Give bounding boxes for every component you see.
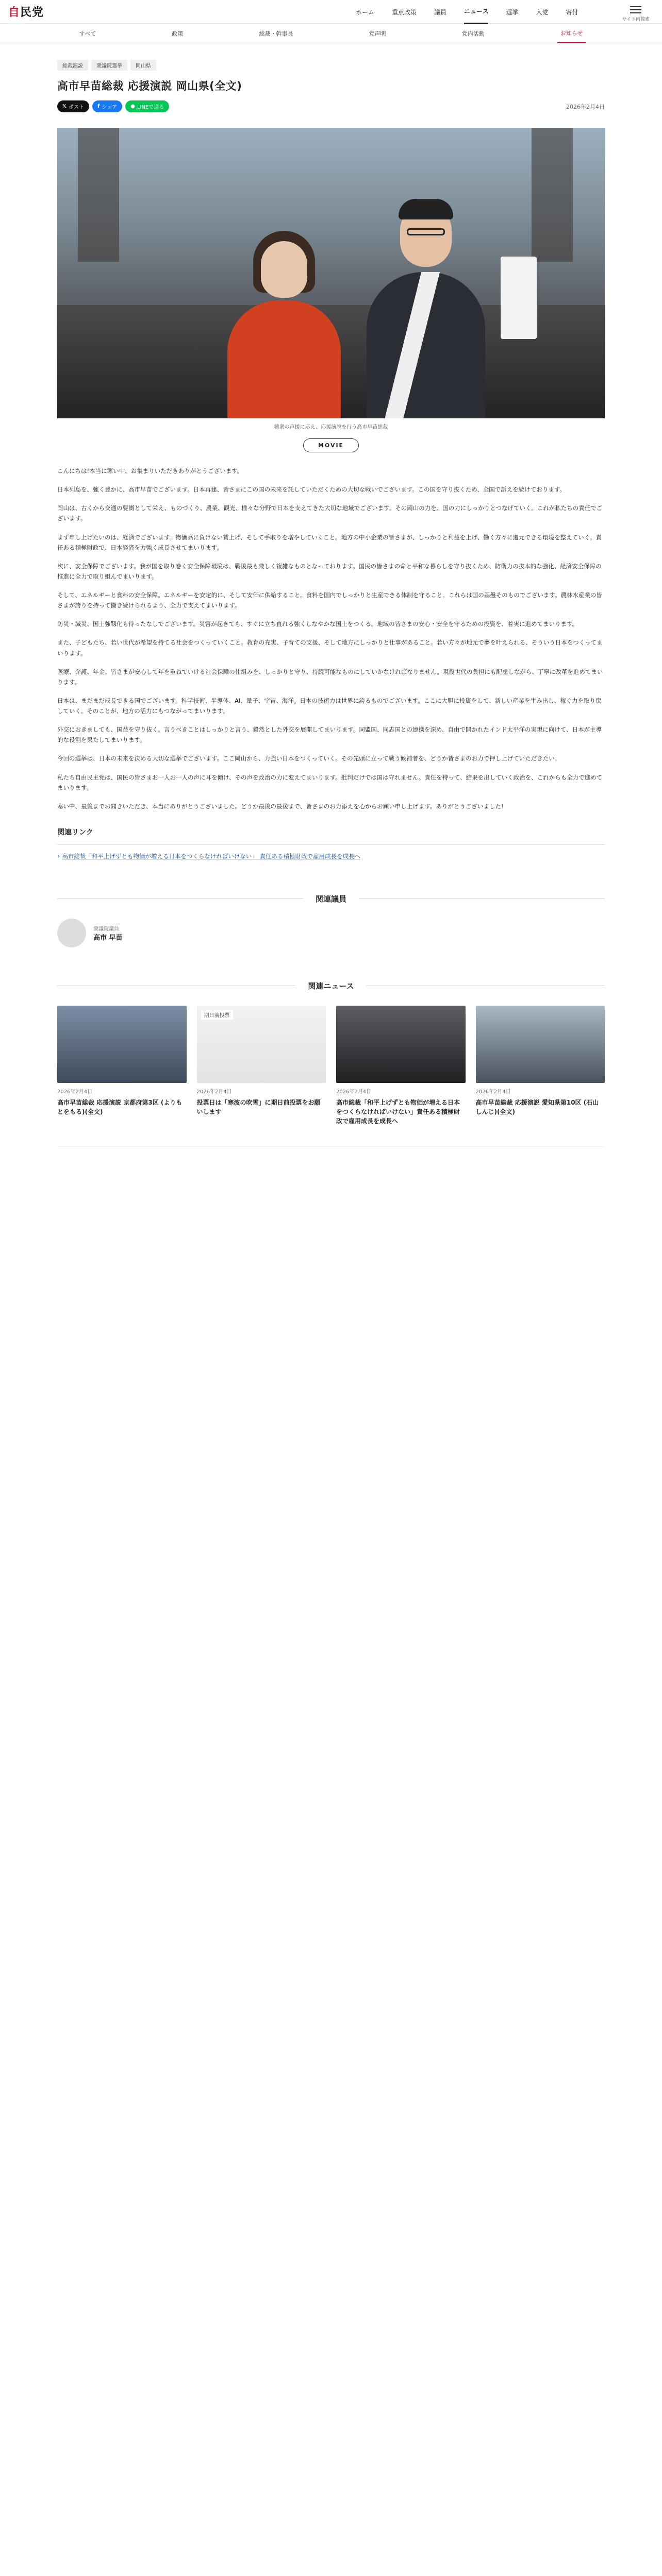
- photo-person-left: [227, 210, 341, 418]
- thumb-label: 期日前投票: [201, 1010, 233, 1020]
- hamburger-icon: [630, 6, 641, 13]
- article-title: 高市早苗総裁 応援演説 岡山県(全文): [57, 80, 242, 92]
- news-card[interactable]: [336, 1006, 466, 1126]
- news-thumbnail: [197, 1006, 326, 1083]
- news-subnav: [0, 24, 662, 43]
- share-fb-label: シェア: [102, 105, 118, 110]
- nav-news[interactable]: ニュース: [464, 0, 488, 24]
- share-line-label: LINEで送る: [137, 105, 164, 110]
- paragraph: 日本列島を、強く豊かに、高市早苗でございます。日本再建、皆さまにこの国の未来を託していただくための大切な戦いでございます。この国を守り抜くため、全国で訴えを続けております。: [57, 486, 566, 494]
- paragraph: 寒い中、最後までお聞きいただき、本当にありがとうございました。どうか最後の最後まで、皆さまのお力添えを心からお願い申し上げます。ありがとうございました!: [57, 802, 504, 810]
- footer-divider: [57, 1146, 605, 1147]
- member-role: 衆議院議員: [93, 926, 119, 932]
- paragraph: まず申し上げたいのは、経済でございます。物価高に負けない賃上げ、そして手取りを増やしていくこと。地方の中小企業の皆さまが、しっかりと利益を上げ、働く方々に還元できる環境を整えていく。責任ある積極財政で、日本経済を力強く成長させてまいります。: [57, 533, 602, 551]
- tag[interactable]: 総裁演説: [57, 60, 88, 71]
- news-title: 高市総裁「和平上げずとも物価が増える日本をつくらなければいけない」責任ある積極財政で雇用成長を成長へ: [336, 1098, 460, 1125]
- news-thumbnail: [476, 1006, 605, 1083]
- subnav-all[interactable]: すべて: [79, 30, 96, 37]
- share-facebook-button[interactable]: [92, 100, 122, 112]
- news-title: 高市早苗総裁 応援演説 愛知県第10区 (石山しんじ)(全文): [475, 1098, 599, 1115]
- paragraph: 今回の選挙は、日本の未来を決める大切な選挙でございます。ここ岡山から、力強い日本をつくっていく。その先頭に立って戦う候補者を、どうか皆さまのお力で押し上げていただきたい。: [57, 755, 561, 762]
- paragraph: 次に、安全保障でございます。我が国を取り巻く安全保障環境は、戦後最も厳しく複雑なものとなっております。国民の皆さまの命と平和な暮らしを守り抜くため、防衛力の抜本的な強化、経済安全保障の推進に全力で取り組んでまいります。: [57, 562, 602, 580]
- related-news-header: [57, 980, 605, 991]
- paragraph: 私たち自由民主党は、国民の皆さまお一人お一人の声に耳を傾け、その声を政治の力に変えてまいります。批判だけでは国は守れません。責任を持って、結果を出していく政治を、これからも全力で進めてまいります。: [57, 773, 603, 791]
- article-body: [57, 466, 605, 811]
- share-line-button[interactable]: [125, 100, 169, 112]
- photo-tree: [532, 128, 573, 262]
- news-card[interactable]: [197, 1006, 326, 1126]
- paragraph: そして、エネルギーと食料の安全保障。エネルギーを安定的に、そして安価に供給すること。食料を国内でしっかりと生産できる体制を守ること。これらは国の基盤そのものでございます。農林水産業の皆さまが誇りを持って働き続けられるよう、全力で支えてまいります。: [57, 591, 602, 609]
- tag[interactable]: 衆議院選挙: [91, 60, 127, 71]
- photo-caption: 聴衆の声援に応え、応援演説を行う高市早苗総裁: [274, 425, 388, 430]
- photo-tree: [78, 128, 119, 262]
- article-meta: [57, 100, 605, 112]
- share-buttons: [57, 100, 169, 112]
- photo-person-right: [367, 174, 485, 418]
- share-x-label: ポスト: [69, 105, 85, 110]
- member-name: 高市 早苗: [93, 934, 123, 942]
- news-title: 高市早苗総裁 応援演説 京都府第3区 (よりもとをもる)(全文): [57, 1098, 183, 1115]
- news-title: 投票日は「寒波の吹雪」に期日前投票をお願いします: [196, 1098, 321, 1115]
- subnav-leaders[interactable]: 総裁・幹事長: [259, 30, 293, 37]
- article-date: 2026年2月4日: [566, 103, 605, 110]
- paragraph: 日本は、まだまだ成長できる国でございます。科学技術、半導体、AI、量子、宇宙、海洋。日本の技術力は世界に誇るものでございます。ここに大胆に投資をして、新しい産業を生み出し、稼ぐ力を取り戻していく。そのことが、地方の活力にもつながってまいります。: [57, 697, 602, 715]
- related-members-header: [57, 893, 605, 904]
- avatar: [57, 919, 86, 947]
- photo-sign: [501, 257, 537, 339]
- news-grid: [57, 1006, 605, 1126]
- nav-members[interactable]: 議員: [434, 8, 447, 16]
- main-nav: [356, 0, 578, 24]
- facebook-icon: f: [97, 104, 100, 109]
- article: [57, 43, 605, 1147]
- paragraph: 岡山は、古くから交通の要衝として栄え、ものづくり、農業、観光、様々な分野で日本を支えてきた大切な地域でございます。その岡山の力を、国の力にしっかりとつなげていく。これが私たちの責任でございます。: [57, 504, 603, 522]
- share-x-button[interactable]: [57, 100, 89, 112]
- site-header: [0, 0, 662, 24]
- paragraph: こんにちは!本当に寒い中、お集まりいただきありがとうございます。: [57, 467, 243, 474]
- paragraph: 外交におきましても、国益を守り抜く。言うべきことはしっかりと言う、毅然とした外交を展開してまいります。同盟国、同志国との連携を深め、自由で開かれたインド太平洋の実現に向けて、日本が主導的な役割を果たしてまいります。: [57, 726, 602, 744]
- related-links: [57, 844, 605, 860]
- chevron-right-icon: ›: [57, 852, 60, 860]
- subnav-policy[interactable]: 政策: [172, 30, 184, 37]
- news-card[interactable]: [476, 1006, 605, 1126]
- news-date: 2026年2月4日: [336, 1089, 372, 1095]
- article-photo: [57, 128, 605, 418]
- member-card[interactable]: [57, 919, 605, 947]
- paragraph: また、子どもたち、若い世代が希望を持てる社会をつくっていくこと。教育の充実、子育ての支援、そして地方にしっかりと仕事があること。若い方々が地元で夢を叶えられる、そういう日本をつくってまいります。: [57, 639, 603, 657]
- paragraph: 防災・減災、国土強靱化も待ったなしでございます。災害が起きても、すぐに立ち直れる強くしなやかな国土をつくる。地域の皆さまの安心・安全を守るための投資を、着実に進めてまいります。: [57, 620, 578, 628]
- news-date: 2026年2月4日: [475, 1089, 511, 1095]
- news-thumbnail: [336, 1006, 466, 1083]
- logo-text: 民党: [20, 6, 44, 19]
- line-icon: ●: [130, 104, 135, 109]
- news-date: 2026年2月4日: [57, 1089, 93, 1095]
- tag[interactable]: 岡山県: [130, 60, 156, 71]
- news-card[interactable]: [57, 1006, 187, 1126]
- nav-donate[interactable]: 寄付: [566, 8, 578, 16]
- related-link[interactable]: 高市総裁「和平上げずとも物価が増える日本をつくらなければいけない」 責任ある積極財政で雇用成長を成長へ: [62, 852, 360, 860]
- nav-policy[interactable]: 重点政策: [392, 8, 417, 16]
- menu-label: サイト内検索: [622, 17, 650, 22]
- related-news-title: 関連ニュース: [308, 981, 354, 991]
- article-tags: [57, 60, 605, 71]
- subnav-statements[interactable]: 党声明: [369, 30, 386, 37]
- site-logo[interactable]: [8, 4, 44, 20]
- movie-button[interactable]: MOVIE: [303, 438, 359, 452]
- nav-join[interactable]: 入党: [536, 8, 549, 16]
- x-icon: 𝕏: [62, 104, 67, 109]
- nav-election[interactable]: 選挙: [506, 8, 519, 16]
- logo-mark: 自: [8, 6, 21, 19]
- paragraph: 医療、介護、年金。皆さまが安心して年を重ねていける社会保障の仕組みを、しっかりと守り、持続可能なものにしていかなければなりません。現役世代の負担にも配慮しながら、丁寧に改革を進めてまいります。: [57, 668, 603, 686]
- movie-button-wrap: [57, 438, 605, 452]
- nav-home[interactable]: ホーム: [356, 8, 375, 16]
- related-links-title: 関連リンク: [57, 828, 93, 837]
- news-thumbnail: [57, 1006, 187, 1083]
- news-date: 2026年2月4日: [196, 1089, 232, 1095]
- menu-button[interactable]: [622, 4, 650, 22]
- subnav-notices[interactable]: お知らせ: [557, 24, 586, 43]
- subnav-activities[interactable]: 党内活動: [461, 30, 485, 37]
- related-members-title: 関連議員: [316, 894, 347, 904]
